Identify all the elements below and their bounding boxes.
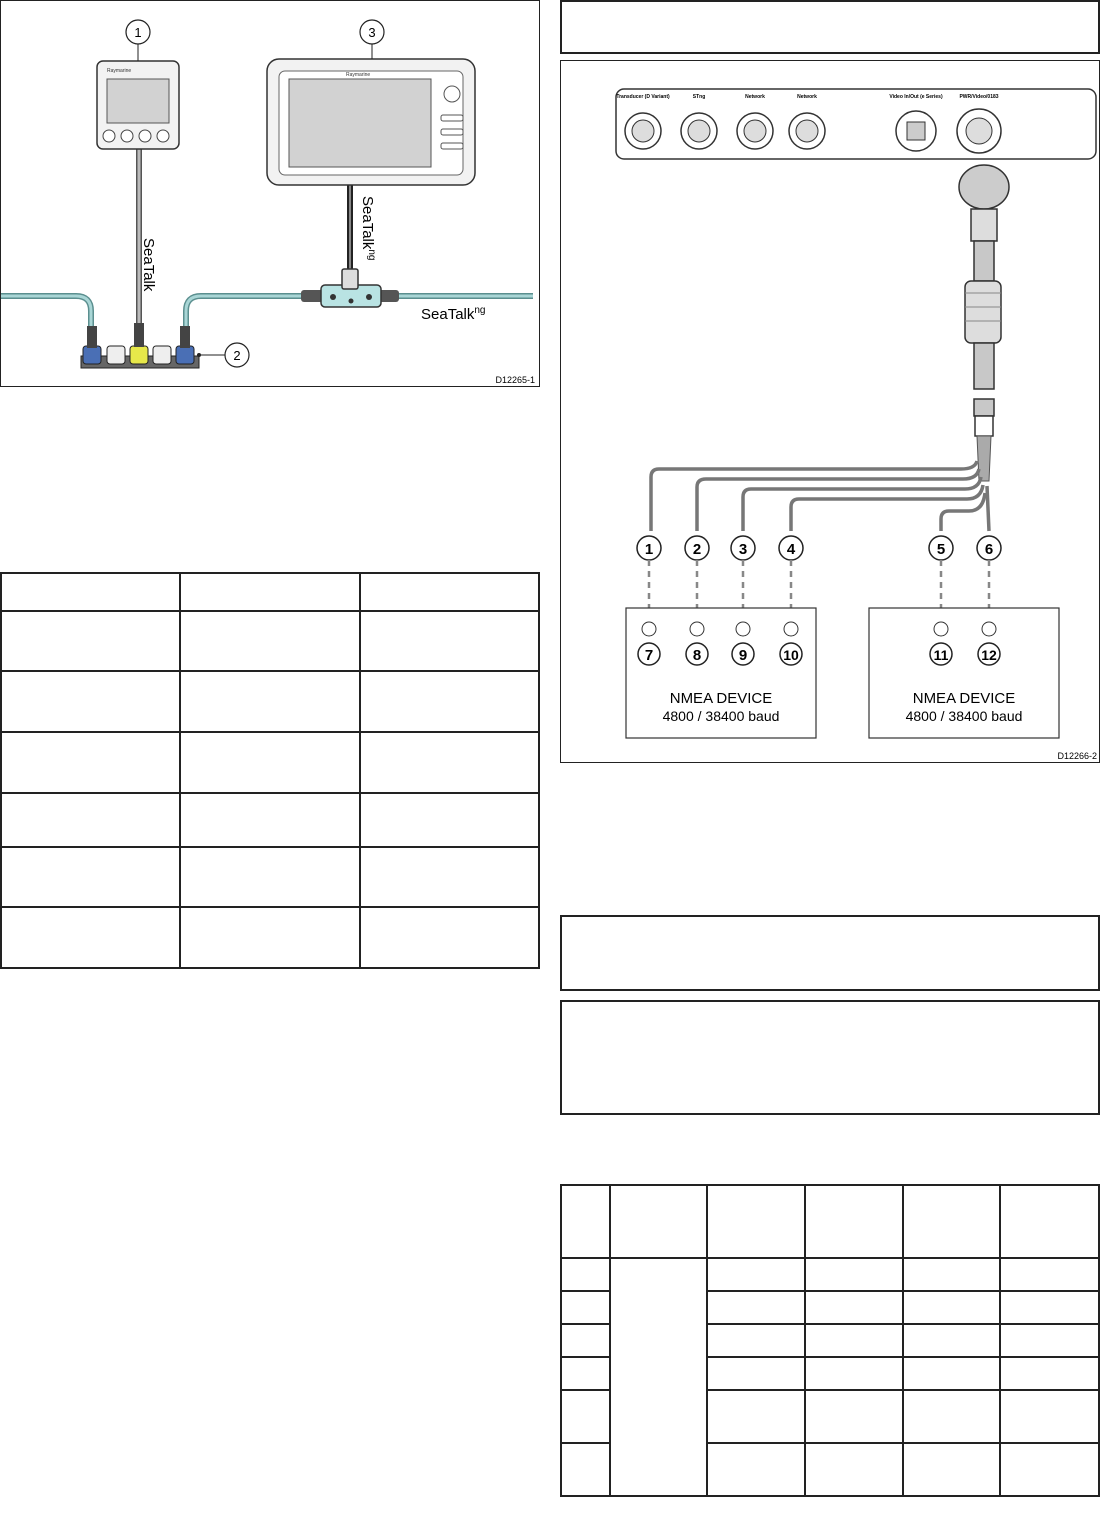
table-cell [360, 671, 539, 732]
table-cell [707, 1357, 805, 1390]
table-cell [180, 793, 359, 847]
table-cell [360, 732, 539, 793]
device-b-baud: 4800 / 38400 baud [905, 708, 1023, 724]
table-cell [561, 1185, 610, 1258]
pin-callout-8 [686, 643, 708, 665]
table-cell [903, 1185, 1001, 1258]
table-cell [610, 1185, 708, 1258]
wire-callout-2 [685, 536, 709, 560]
table-cell [707, 1258, 805, 1291]
svg-text:11: 11 [933, 647, 949, 663]
table-cell [903, 1357, 1001, 1390]
svg-text:PWR/Video/0183: PWR/Video/0183 [959, 94, 999, 100]
nmea-wires [651, 461, 989, 531]
svg-text:5: 5 [936, 541, 946, 558]
table-cell [1, 611, 180, 672]
note-box-middle [560, 915, 1100, 991]
table-cell [561, 1357, 610, 1390]
svg-text:12: 12 [981, 647, 997, 663]
svg-text:6: 6 [984, 541, 994, 558]
table-cell [360, 611, 539, 672]
callout-1 [126, 20, 150, 61]
wire-callout-3 [731, 536, 755, 560]
table-cell [1000, 1390, 1099, 1443]
table-cell [1000, 1291, 1099, 1324]
figure-id: D12265-1 [495, 375, 535, 385]
table-cell [1, 907, 180, 968]
table-cell [1, 847, 180, 908]
wire-callout-6 [977, 536, 1001, 560]
pin-callout-11 [930, 643, 952, 665]
table-cell [180, 907, 359, 968]
table-cell [707, 1443, 805, 1496]
svg-text:2: 2 [233, 348, 241, 363]
svg-text:1: 1 [644, 541, 654, 558]
table-cell [805, 1390, 903, 1443]
svg-text:3: 3 [738, 541, 748, 558]
pin-callout-10 [780, 643, 802, 665]
table-cell [180, 732, 359, 793]
svg-text:10: 10 [783, 647, 799, 663]
table-cell [1000, 1443, 1099, 1496]
svg-text:7: 7 [644, 647, 654, 664]
wire-callout-5 [929, 536, 953, 560]
table-cell [180, 573, 359, 611]
table-cell [360, 847, 539, 908]
table-cell [707, 1324, 805, 1357]
table-cell [707, 1390, 805, 1443]
table-cell [180, 847, 359, 908]
svg-text:9: 9 [738, 647, 748, 664]
table-cell [903, 1291, 1001, 1324]
svg-text:STng: STng [692, 94, 706, 100]
table-cell [707, 1291, 805, 1324]
table-cell [561, 1390, 610, 1443]
svg-text:1: 1 [134, 25, 142, 40]
table-cell [1000, 1185, 1099, 1258]
table-cell [610, 1258, 708, 1496]
table-cell [561, 1258, 610, 1291]
note-box-top [560, 0, 1100, 54]
pin-callout-7 [638, 643, 660, 665]
figure-id: D12266-2 [1057, 751, 1097, 761]
device3-brand: Raymarine [346, 72, 371, 78]
callout-2 [197, 343, 249, 367]
table-cell [1000, 1258, 1099, 1291]
callout-3 [360, 20, 384, 59]
table-cell [903, 1443, 1001, 1496]
table-cell [1, 573, 180, 611]
svg-text:Network: Network [745, 94, 765, 100]
right-data-table [560, 1184, 1100, 1497]
table-cell [561, 1443, 610, 1496]
table-cell [180, 611, 359, 672]
instrument-display-device [97, 61, 179, 149]
nmea-device-b [869, 608, 1059, 738]
seatalk-connection-figure [0, 0, 540, 387]
table-cell [180, 671, 359, 732]
pin-callout-9 [732, 643, 754, 665]
table-cell [707, 1185, 805, 1258]
note-box-lower [560, 1000, 1100, 1115]
table-cell [805, 1258, 903, 1291]
table-cell [1, 732, 180, 793]
svg-text:Transducer (D Variant): Transducer (D Variant) [616, 94, 670, 100]
multifunction-display-device [267, 59, 475, 185]
table-cell [805, 1291, 903, 1324]
table-cell [903, 1390, 1001, 1443]
svg-text:Network: Network [797, 94, 817, 100]
svg-text:SeaTalkng: SeaTalk$^{ng}$ [359, 196, 377, 261]
nmea-connection-figure [560, 60, 1100, 763]
svg-text:Video In/Out (e Series): Video In/Out (e Series) [889, 94, 943, 100]
table-cell [903, 1258, 1001, 1291]
seatalk-label: SeaTalk [140, 238, 157, 292]
seatalkng-spur-label [359, 196, 377, 261]
table-cell [805, 1357, 903, 1390]
svg-text:2: 2 [692, 541, 702, 558]
pin-callout-12 [978, 643, 1000, 665]
device-a-baud: 4800 / 38400 baud [662, 708, 780, 724]
table-cell [805, 1324, 903, 1357]
device-a-title: NMEA DEVICE [669, 690, 773, 707]
seatalkng-backbone-label: SeaTalk$^{ng}$ [421, 305, 486, 323]
wire-callout-4 [779, 536, 803, 560]
left-data-table [0, 572, 540, 969]
nmea-device-a [626, 608, 816, 738]
power-nmea-cable [959, 165, 1009, 481]
table-cell [1000, 1324, 1099, 1357]
table-cell [1, 793, 180, 847]
table-cell [360, 573, 539, 611]
device1-brand: Raymarine [107, 68, 132, 74]
t-piece-connector [301, 269, 399, 307]
nmea-diagram [561, 61, 1100, 764]
table-cell [805, 1443, 903, 1496]
table-cell [903, 1324, 1001, 1357]
device-b-title: NMEA DEVICE [912, 690, 1016, 707]
table-cell [805, 1185, 903, 1258]
svg-text:8: 8 [692, 647, 702, 664]
table-cell [1000, 1357, 1099, 1390]
seatalkng-connector-block [81, 323, 199, 368]
table-cell [360, 793, 539, 847]
svg-text:4: 4 [786, 541, 796, 558]
table-cell [360, 907, 539, 968]
wire-callout-1 [637, 536, 661, 560]
table-cell [561, 1324, 610, 1357]
seatalk-diagram [1, 1, 541, 388]
table-cell [1, 671, 180, 732]
svg-text:3: 3 [368, 25, 376, 40]
table-cell [561, 1291, 610, 1324]
